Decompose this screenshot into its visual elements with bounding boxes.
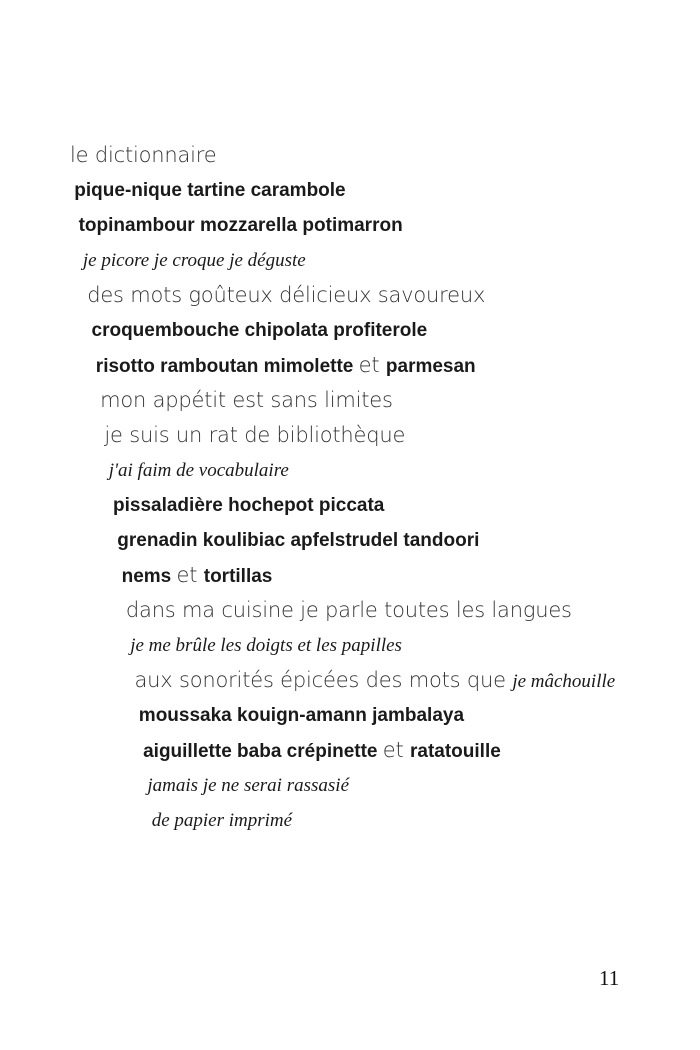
poem-segment: de papier imprimé [151,810,293,831]
poem-segment: et [176,563,204,587]
poem-segment: parmesan [385,356,476,377]
poem-line [0,733,700,768]
poem-segment: risotto ramboutan mimolette [95,356,359,377]
poem-segment: croquembouche chipolata profiterole [91,320,428,341]
poem-segment: grenadin koulibiac apfelstrudel tandoori [117,530,480,551]
poem-segment: dans ma cuisine je parle toutes les langues [125,598,572,622]
poem-segment: topinambour mozzarella potimarron [78,215,403,236]
poem-segment: et [382,738,410,762]
poem-line [0,418,700,453]
poem-segment: pissaladière hochepot piccata [113,495,385,516]
poem-line [0,208,700,243]
poem-line [0,138,700,173]
poem-line [0,383,700,418]
poem-line [0,803,700,838]
poem-segment: des mots goûteux délicieux savoureux [87,283,486,307]
poem-segment: jamais je ne serai rassasié [147,775,349,796]
poem-line [0,453,700,488]
poem-line [0,523,700,558]
poem-segment: je mâchouille [512,671,616,692]
poem-segment: nems [121,566,177,587]
page-number: 11 [599,966,620,990]
poem-line [0,313,700,348]
poem-segment: je picore je croque je déguste [82,250,306,271]
poem-segment: je me brûle les doigts et les papilles [130,635,402,656]
poem-line [0,593,700,628]
poem-line [0,558,700,593]
poem [0,138,700,838]
poem-line [0,278,700,313]
poem-line [0,348,700,383]
poem-line [0,628,700,663]
poem-segment: j'ai faim de vocabulaire [108,460,289,481]
poem-segment: pique-nique tartine carambole [74,180,346,201]
poem-line [0,698,700,733]
poem-line [0,173,700,208]
poem-line [0,663,700,698]
poem-segment: je suis un rat de bibliothèque [104,423,406,447]
poem-segment: moussaka kouign-amann jambalaya [138,705,465,726]
poem-segment: le dictionnaire [70,143,217,167]
poem-segment: et [358,353,386,377]
poem-line [0,243,700,278]
poem-segment: ratatouille [410,741,501,762]
poem-segment: tortillas [203,566,273,587]
poem-line [0,488,700,523]
poem-segment: aiguillette baba crépinette [143,741,383,762]
poem-segment: mon appétit est sans limites [100,388,393,412]
poem-segment: aux sonorités épicées des mots que [134,668,513,692]
poem-line [0,768,700,803]
